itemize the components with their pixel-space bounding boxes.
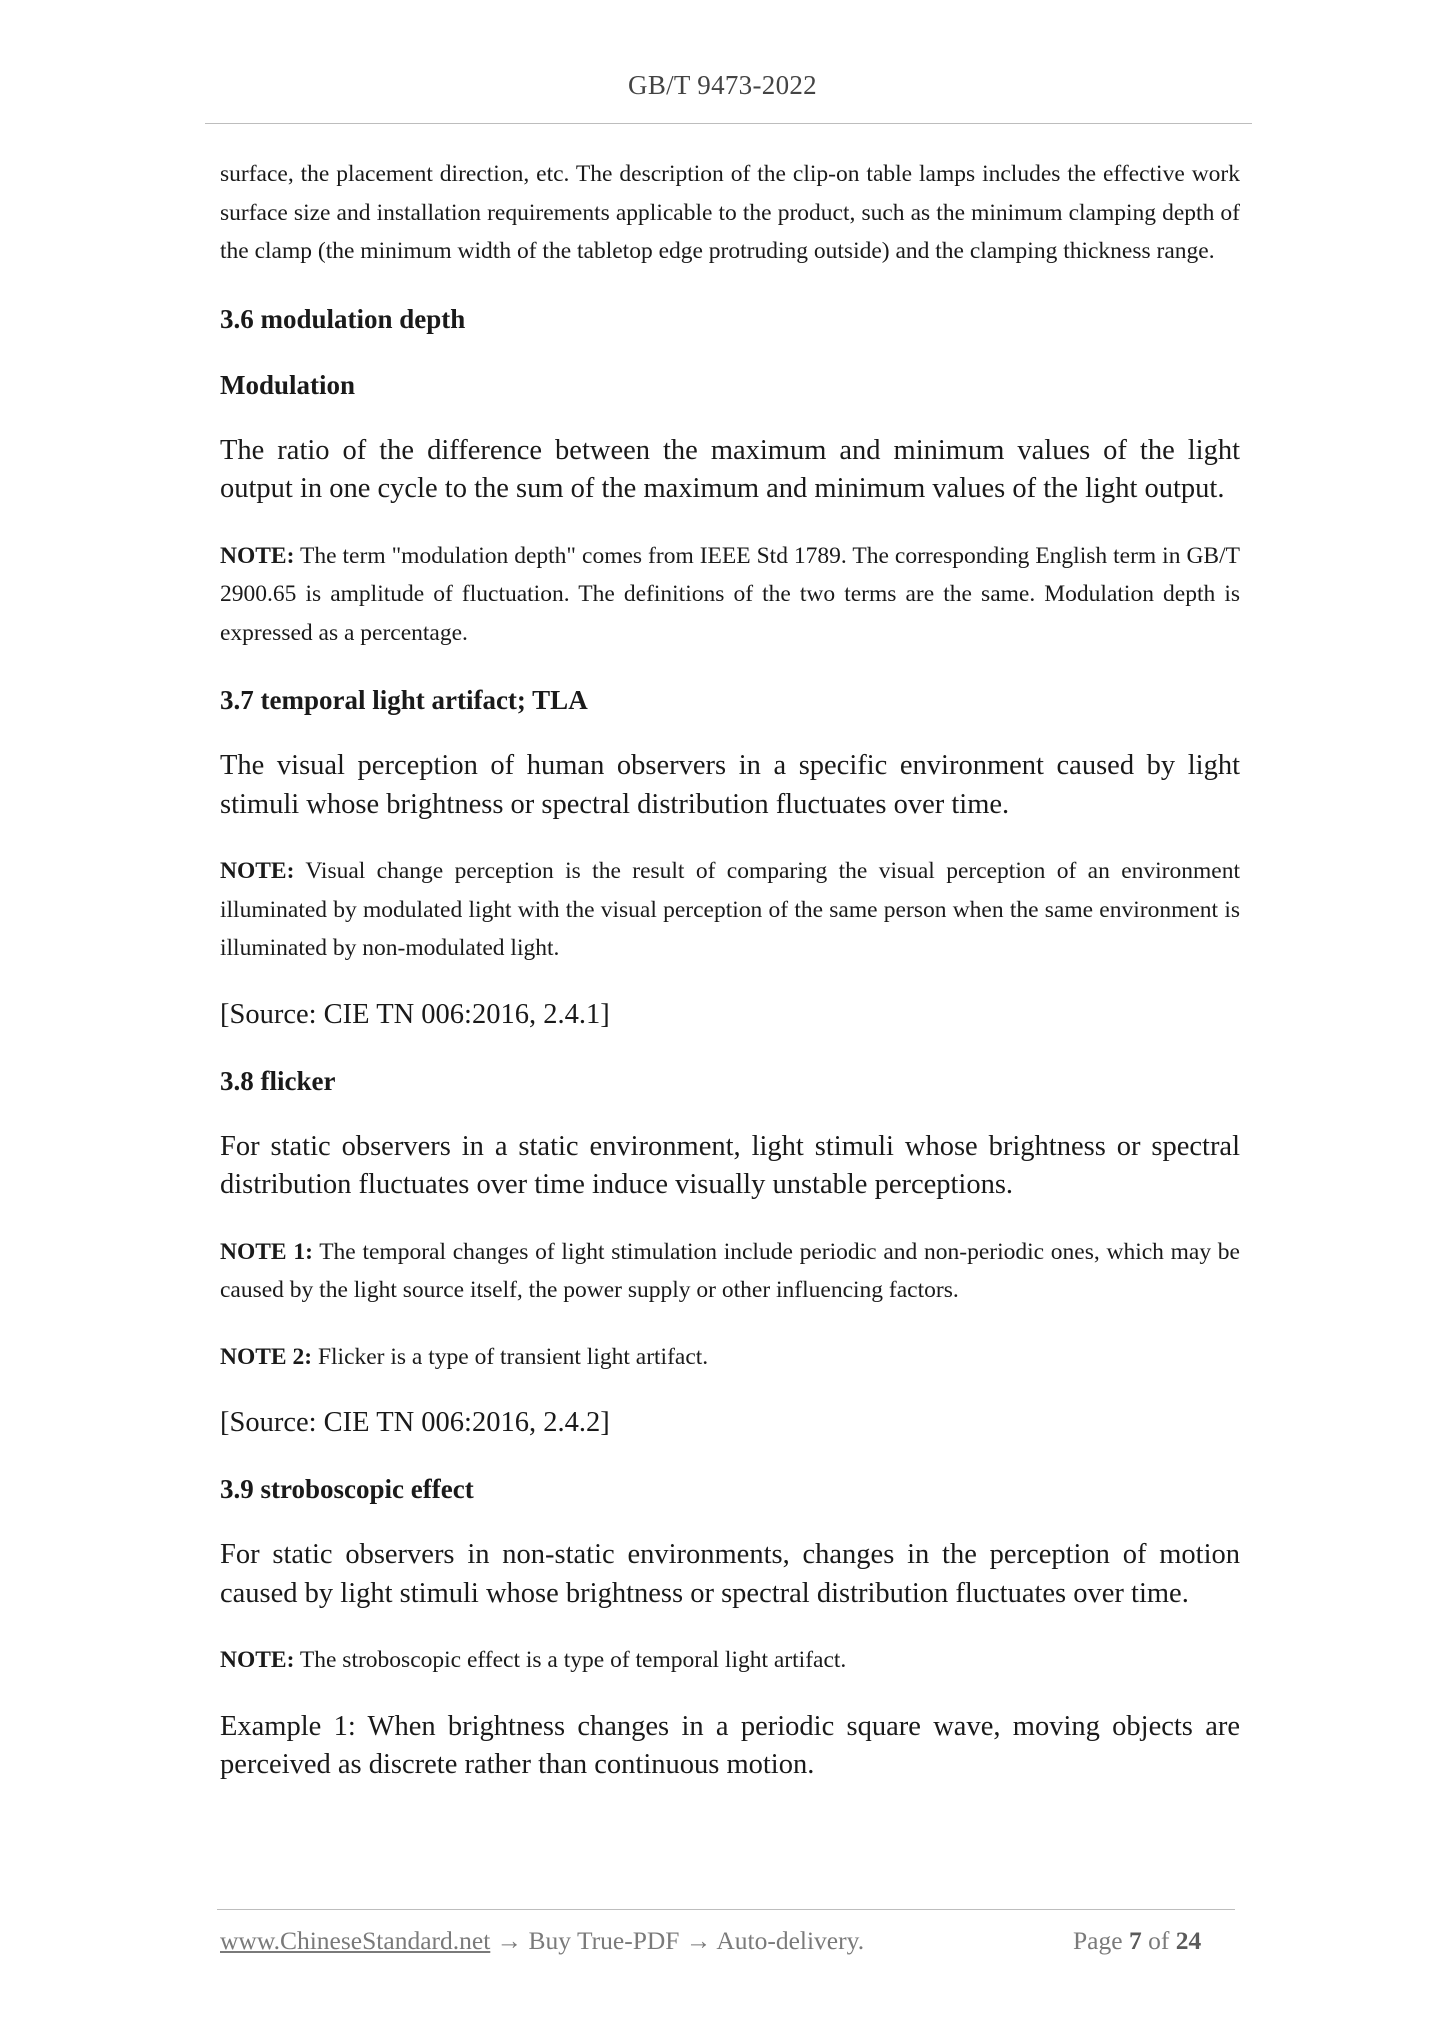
section-3-8-note-1 <box>220 1233 1240 1310</box>
note-label: NOTE 1: <box>220 1238 313 1265</box>
section-3-7-heading: 3.7 temporal light artifact; TLA <box>220 685 588 715</box>
page-word: Page <box>1073 1926 1123 1955</box>
section-3-9-definition: For static observers in non-static environments, changes in the perception of motion caused by light stimuli whose brightness or spectral distribution fluctuates over time. <box>220 1539 1240 1609</box>
section-3-7-source: [Source: CIE TN 006:2016, 2.4.1] <box>220 998 610 1030</box>
section-3-8-heading: 3.8 flicker <box>220 1065 336 1096</box>
note-label: NOTE: <box>220 542 295 569</box>
section-3-9-heading: 3.9 stroboscopic effect <box>220 1474 474 1504</box>
section-3-6-subheading: Modulation <box>220 369 356 400</box>
note-text: Visual change perception is the result of comparing the visual perception of an environment illuminated by modulated light with the visual perception of the same person when the same environment is illuminated by non-modulated light. <box>220 858 1240 961</box>
note-text: The term "modulation depth" comes from IEEE Std 1789. The corresponding English term in GB/T 2900.65 is amplitude of fluctuation. The definitions of the two terms are the same. Modulation depth is expressed as a percentage. <box>220 542 1240 646</box>
footer-promo <box>220 1926 864 1956</box>
section-3-9-example-1: Example 1: When brightness changes in a periodic square wave, moving objects are perceived as discrete rather than continuous motion. <box>220 1710 1240 1780</box>
arrow-right-icon: → <box>496 1926 523 1955</box>
section-3-8-note-2 <box>220 1338 1240 1377</box>
section-3-6-heading: 3.6 modulation depth <box>220 303 466 334</box>
section-3-8-source: [Source: CIE TN 006:2016, 2.4.2] <box>220 1407 610 1438</box>
section-3-6-note <box>220 537 1240 653</box>
header-divider <box>205 123 1252 124</box>
section-3-6-definition: The ratio of the difference between the maximum and minimum values of the light output in one cycle to the sum of the maximum and minimum values of the light output. <box>220 434 1240 504</box>
section-3-9-note <box>220 1641 1240 1680</box>
note-label: NOTE: <box>220 858 295 884</box>
section-3-8-definition: For static observers in a static environment, light stimuli whose brightness or spectral distribution fluctuates over time induce visually unstable perceptions. <box>220 1130 1240 1200</box>
note-text: Flicker is a type of transient light artifact. <box>312 1343 709 1370</box>
of-word: of <box>1148 1926 1170 1955</box>
website-link[interactable]: www.ChineseStandard.net <box>220 1926 491 1955</box>
page-indicator <box>1073 1926 1201 1956</box>
section-3-7-note <box>220 852 1240 968</box>
page-content <box>220 155 1240 1785</box>
footer-divider <box>217 1909 1235 1910</box>
page-number: 7 <box>1128 1926 1142 1955</box>
page-total: 24 <box>1175 1926 1202 1955</box>
document-id-header: GB/T 9473-2022 <box>628 70 817 100</box>
note-label: NOTE: <box>220 1647 295 1673</box>
section-3-7-definition: The visual perception of human observers in a specific environment caused by light stimuli whose brightness or spectral distribution fluctuates over time. <box>220 750 1240 820</box>
intro-paragraph: surface, the placement direction, etc. The description of the clip-on table lamps includes the effective work surface size and installation requirements applicable to the product, such as the minimum clamping depth of the clamp (the minimum width of the tabletop edge protruding outside) and the clamping thickness range. <box>220 161 1240 264</box>
buy-text: Buy True-PDF <box>528 1926 680 1955</box>
note-text: The temporal changes of light stimulation include periodic and non-periodic ones, which may be caused by the light source itself, the power supply or other influencing factors. <box>220 1238 1240 1303</box>
arrow-right-icon: → <box>685 1926 712 1955</box>
note-text: The stroboscopic effect is a type of temporal light artifact. <box>294 1647 847 1673</box>
note-label: NOTE 2: <box>220 1343 313 1370</box>
delivery-text: Auto-delivery. <box>716 1926 865 1955</box>
